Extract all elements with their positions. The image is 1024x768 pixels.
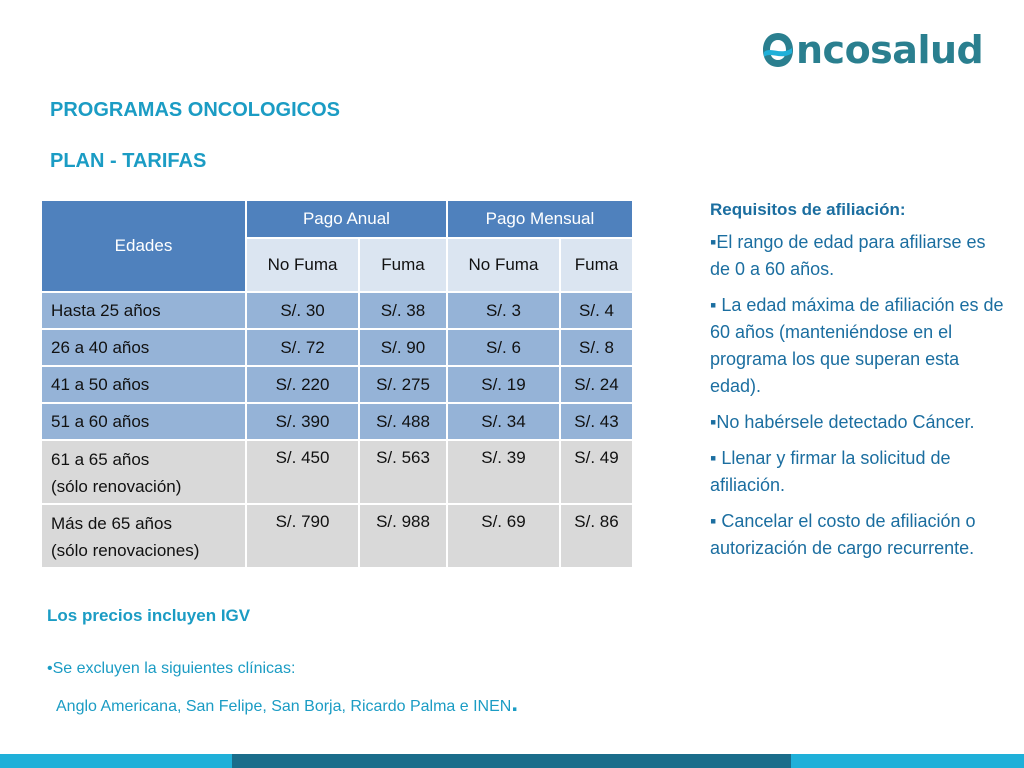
price-cell: S/. 30	[246, 292, 359, 329]
column-header-mensual-no-fuma: No Fuma	[447, 238, 560, 292]
price-cell: S/. 220	[246, 366, 359, 403]
requirements-panel	[710, 196, 1010, 571]
price-cell: S/. 49	[560, 440, 633, 504]
table-row	[41, 403, 633, 440]
price-cell: S/. 275	[359, 366, 447, 403]
column-header-anual-no-fuma: No Fuma	[246, 238, 359, 292]
price-cell: S/. 4	[560, 292, 633, 329]
oncosalud-logo	[761, 30, 983, 70]
price-cell: S/. 72	[246, 329, 359, 366]
page-title: PROGRAMAS ONCOLOGICOS	[50, 99, 341, 121]
age-label: Más de 65 años	[51, 514, 172, 533]
price-cell: S/. 790	[246, 504, 359, 568]
excluded-clinics-list: Anglo Americana, San Felipe, San Borja, Ricardo Palma e INEN	[56, 698, 512, 715]
igv-note: Los precios incluyen IGV	[47, 606, 251, 625]
age-cell	[41, 440, 246, 504]
tarifas-table	[40, 199, 634, 569]
requirement-item: ▪ Llenar y firmar la solicitud de afiliación.	[710, 448, 951, 495]
logo-wordmark: ncosalud	[796, 28, 984, 72]
table-header-row	[41, 200, 633, 238]
price-cell: S/. 86	[560, 504, 633, 568]
age-cell: 51 a 60 años	[41, 403, 246, 440]
age-cell: Hasta 25 años	[41, 292, 246, 329]
price-cell: S/. 6	[447, 329, 560, 366]
footer-bar	[0, 754, 1024, 768]
page-subtitle: PLAN - TARIFAS	[50, 150, 207, 172]
price-cell: S/. 38	[359, 292, 447, 329]
age-cell	[41, 504, 246, 568]
table-row	[41, 329, 633, 366]
price-cell: S/. 450	[246, 440, 359, 504]
price-cell: S/. 390	[246, 403, 359, 440]
price-cell: S/. 24	[560, 366, 633, 403]
table-row	[41, 366, 633, 403]
column-header-anual-fuma: Fuma	[359, 238, 447, 292]
price-cell: S/. 43	[560, 403, 633, 440]
price-cell: S/. 90	[359, 329, 447, 366]
exclusion-note: •Se excluyen la siguientes clínicas:	[47, 660, 296, 677]
table-row	[41, 292, 633, 329]
oncosalud-logo-mark-icon	[761, 30, 795, 70]
footer-bar-segment	[232, 754, 791, 768]
column-group-pago-mensual: Pago Mensual	[447, 200, 633, 238]
age-label: 61 a 65 años	[51, 450, 150, 469]
requirement-item: ▪ La edad máxima de afiliación es de 60 años (manteniéndose en el programa los que superan esta edad).	[710, 295, 1004, 396]
price-cell: S/. 488	[359, 403, 447, 440]
age-cell: 41 a 50 años	[41, 366, 246, 403]
price-cell: S/. 563	[359, 440, 447, 504]
price-cell: S/. 34	[447, 403, 560, 440]
excluded-clinics-period: .	[511, 690, 519, 717]
price-cell: S/. 988	[359, 504, 447, 568]
price-cell: S/. 8	[560, 329, 633, 366]
price-cell: S/. 69	[447, 504, 560, 568]
requirement-item: ▪ Cancelar el costo de afiliación o autorización de cargo recurrente.	[710, 511, 976, 558]
requirements-title: Requisitos de afiliación:	[710, 200, 906, 219]
column-group-pago-anual: Pago Anual	[246, 200, 447, 238]
age-cell: 26 a 40 años	[41, 329, 246, 366]
price-cell: S/. 19	[447, 366, 560, 403]
requirement-item: ▪No habérsele detectado Cáncer.	[710, 412, 975, 432]
age-note: (sólo renovaciones)	[51, 541, 200, 560]
table-row	[41, 504, 633, 568]
price-cell: S/. 3	[447, 292, 560, 329]
age-note: (sólo renovación)	[51, 477, 182, 496]
table-row	[41, 440, 633, 504]
price-cell: S/. 39	[447, 440, 560, 504]
column-header-mensual-fuma: Fuma	[560, 238, 633, 292]
excluded-clinics	[56, 690, 518, 718]
requirement-item: ▪El rango de edad para afiliarse es de 0 a 60 años.	[710, 232, 986, 279]
column-header-edades: Edades	[41, 200, 246, 292]
